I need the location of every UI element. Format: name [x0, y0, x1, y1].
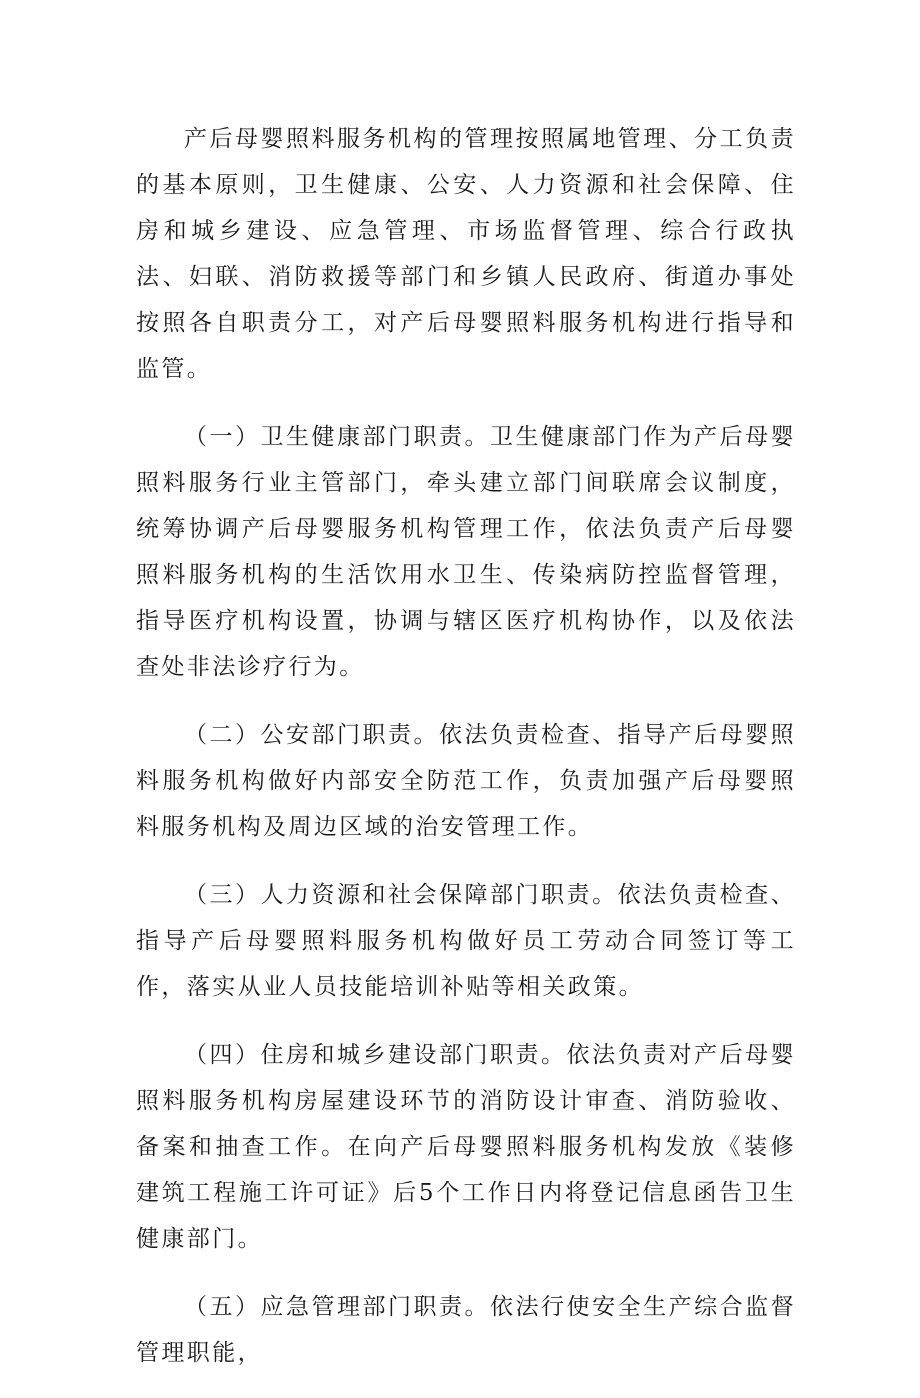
- paragraph-intro: 产后母婴照料服务机构的管理按照属地管理、分工负责的基本原则，卫生健康、公安、人力资源和社会保障、住房和城乡建设、应急管理、市场监督管理、综合行政执法、妇联、消防救援等部门和乡镇人民政府、街道办事处按照各自职责分工，对产后母婴照料服务机构进行指导和监管。: [136, 126, 796, 382]
- document-body: [136, 116, 796, 1398]
- paragraph-health-department: （一）卫生健康部门职责。卫生健康部门作为产后母婴照料服务行业主管部门，牵头建立部门间联席会议制度，统筹协调产后母婴服务机构管理工作，依法负责产后母婴照料服务机构的生活饮用水卫生、传染病防控监督管理，指导医疗机构设置，协调与辖区医疗机构协作，以及依法查处非法诊疗行为。: [136, 424, 796, 680]
- paragraph-human-resources: （三）人力资源和社会保障部门职责。依法负责检查、指导产后母婴照料服务机构做好员工劳动合同签订等工作，落实从业人员技能培训补贴等相关政策。: [136, 882, 796, 1000]
- paragraph-public-security: （二）公安部门职责。依法负责检查、指导产后母婴照料服务机构做好内部安全防范工作，负责加强产后母婴照料服务机构及周边区域的治安管理工作。: [136, 722, 796, 840]
- paragraph-emergency-management: （五）应急管理部门职责。依法行使安全生产综合监督管理职能，: [136, 1294, 796, 1366]
- paragraph-housing-construction: （四）住房和城乡建设部门职责。依法负责对产后母婴照料服务机构房屋建设环节的消防设计审查、消防验收、备案和抽查工作。在向产后母婴照料服务机构发放《装修建筑工程施工许可证》后5个工作日内将登记信息函告卫生健康部门。: [136, 1042, 796, 1252]
